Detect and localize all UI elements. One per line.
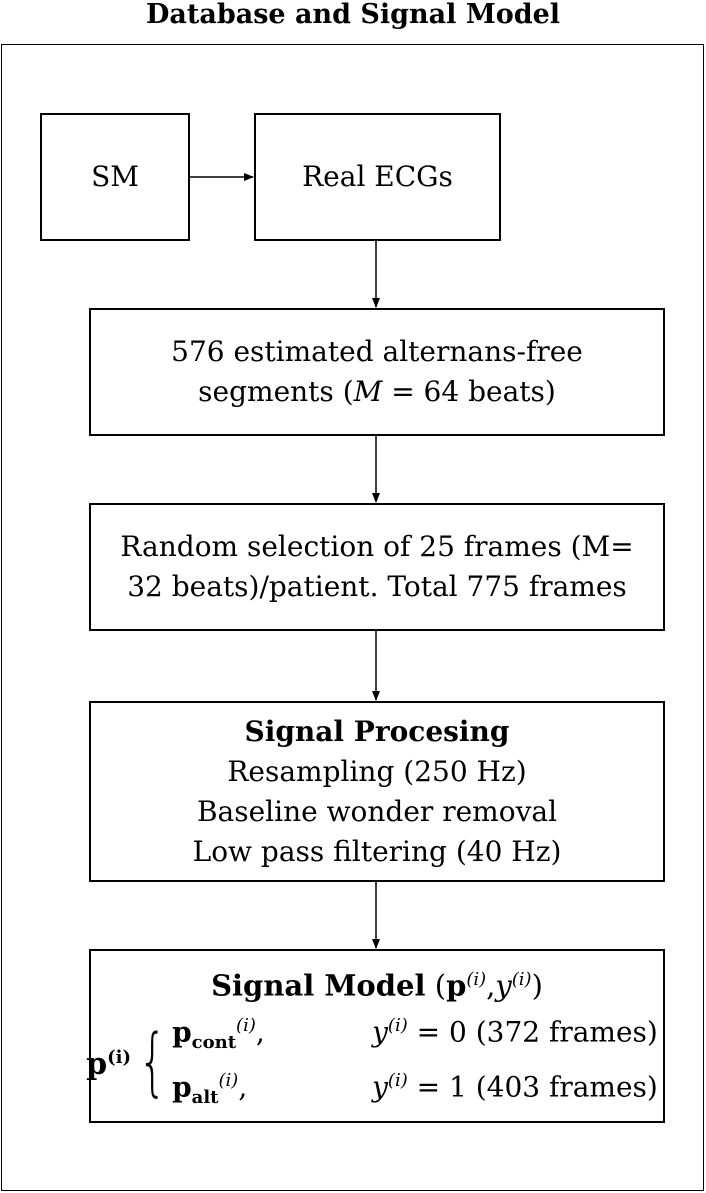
real-ecgs-box (254, 113, 501, 241)
model-case-alt: $p_{alt}^{(i)}$, $y^{(i)} = 1$ (403 frames) (172, 1069, 658, 1108)
signal-processing-box (89, 701, 665, 882)
random-selection-box (89, 503, 665, 631)
processing-step: Low pass filtering (40 Hz) (192, 834, 562, 868)
sm-box (40, 113, 190, 241)
processing-step: Baseline wonder removal (196, 794, 558, 828)
random-line2: 32 beats)/patient. Total 775 frames (127, 570, 627, 603)
sm-label: SM (91, 160, 139, 193)
segments-line2: segments (M = 64 beats) (198, 375, 556, 408)
model-case-cont: $p_{cont}^{(i)}$, $y^{(i)} = 0$ (372 frames) (172, 1014, 658, 1053)
model-vector: $p^{(i)}$ (86, 1047, 131, 1083)
signal-model-box (86, 949, 665, 1123)
segments-box (89, 308, 665, 436)
processing-heading: Signal Procesing (244, 714, 510, 748)
real-ecgs-label: Real ECGs (302, 160, 453, 193)
model-cases (86, 1007, 658, 1117)
diagram-title: Database and Signal Model (145, 0, 561, 30)
brace-icon: { (138, 1018, 167, 1105)
segments-line1: 576 estimated alternans-free (171, 335, 583, 368)
random-line1: Random selection of 25 frames (M= (120, 530, 634, 563)
processing-step: Resampling (250 Hz) (227, 754, 527, 788)
model-heading: Signal Model $(p^{(i)},y^{(i)})$ (211, 968, 543, 1003)
